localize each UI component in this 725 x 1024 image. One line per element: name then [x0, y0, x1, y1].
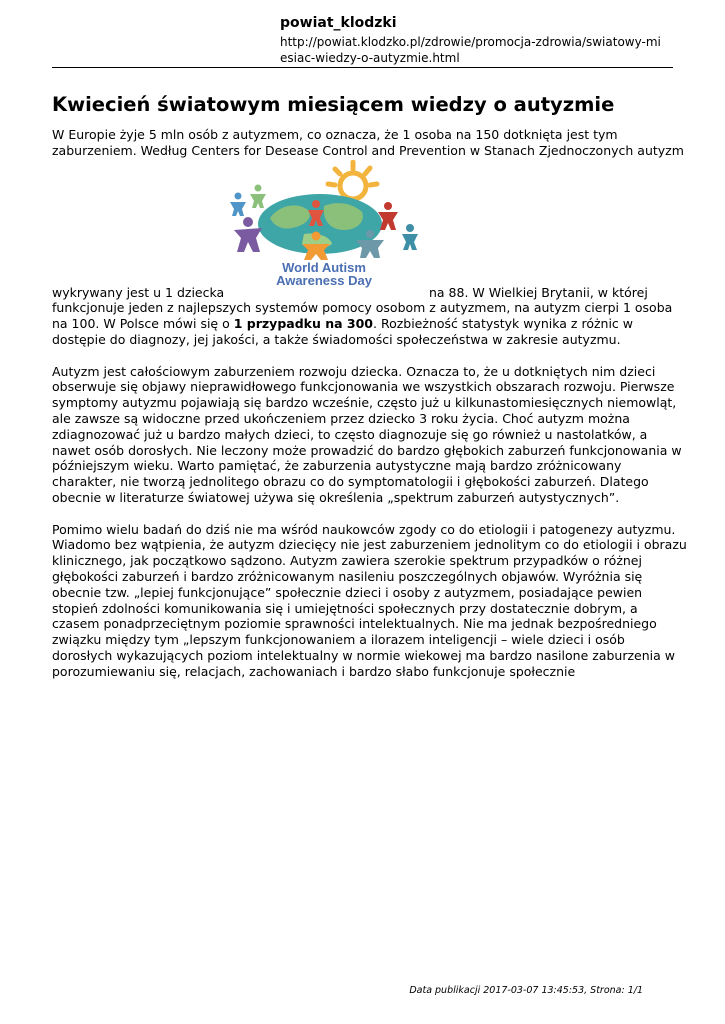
publication-footer: Data publikacji 2017-03-07 13:45:53, Strona: 1/1	[409, 985, 643, 996]
sun-circle	[340, 173, 366, 199]
paragraph-2-line: charakter, nie tworzą jednolitego obrazu co do symptomatologii i głębokości zaburzeń. Dlatego	[52, 474, 649, 490]
paragraph-1-line-left: wykrywany jest u 1 dziecka	[52, 284, 225, 300]
paragraph-3-line: związku między tym „lepszym funkcjonowaniem a ilorazem inteligencji – wiele dzieci i osób	[52, 632, 625, 648]
bold-statistic: 1 przypadku na 300	[233, 316, 373, 332]
sun-icon	[328, 162, 377, 199]
paragraph-3-line: czasem ponadprzeciętnym poziomie sprawności intelektualnych. Nie ma jednak bezpośredniego	[52, 616, 657, 632]
article-title: Kwiecień światowym miesiącem wiedzy o autyzmie	[52, 93, 615, 116]
paragraph-2	[52, 363, 682, 506]
page-header	[280, 14, 680, 66]
paragraph-2-line: obserwuje się objawy nieprawidłowego funkcjonowania we wszystkich obszarach rozwoju. Pierwsze	[52, 379, 675, 395]
header-divider	[52, 67, 673, 68]
logo-text-line-2: Awareness Day	[276, 273, 372, 288]
paragraph-1-line: funkcjonuje jeden z najlepszych systemów pomocy osobom z autyzmem, na autyzm cierpi 1 osoba	[52, 300, 673, 316]
paragraph-2-line: ale zawsze są widoczne przed ukończeniem przez dziecko 3 roku życia. Choć autyzm można	[52, 410, 630, 426]
text-run: na 100. W Polsce mówi się o	[52, 316, 234, 332]
paragraph-2-line: Autyzm jest całościowym zaburzeniem rozwoju dziecka. Oznacza to, że u dotkniętych nim dzieci	[52, 363, 656, 379]
source-url-line-2[interactable]: esiac-wiedzy-o-autyzmie.html	[280, 51, 460, 65]
paragraph-3-line: obecnie tzw. „lepiej funkcjonujące” społecznie dzieci i osoby z autyzmem, posiadające pewien	[52, 584, 643, 600]
source-url-line-1[interactable]: http://powiat.klodzko.pl/zdrowie/promocja-zdrowia/swiatowy-mi	[280, 35, 661, 49]
paragraph-1-line	[52, 316, 677, 332]
paragraph-3-line: głębokości zaburzeń i bardzo zróżnicowanym nasileniu poszczególnych objawów. Wyróżnia się	[52, 568, 643, 584]
logo-text-line-1: World Autism	[282, 260, 366, 275]
paragraph-2-line: nawet osób dorosłych. Nie leczony może prowadzić do bardzo głębokich zaburzeń funkcjonowania w	[52, 442, 682, 458]
paragraph-3-line: stopień zdolności komunikowania się i umiejętności społecznych przy dostatecznie dobrym, a	[52, 600, 638, 616]
paragraph-1-line: zaburzeniem. Według Centers for Desease Control and Prevention w Stanach Zjednoczonych autyzm	[52, 142, 684, 158]
paragraph-3	[52, 521, 687, 680]
world-autism-awareness-day-logo	[220, 160, 430, 288]
paragraph-1-line-right: na 88. W Wielkiej Brytanii, w której	[429, 284, 648, 300]
paragraph-1-line: dostępie do diagnozy, jej jakości, a także świadomości społeczeństwa w zakresie autyzmu.	[52, 331, 621, 347]
paragraph-1-line: W Europie żyje 5 mln osób z autyzmem, co oznacza, że 1 osoba na 150 dotknięta jest tym	[52, 127, 618, 142]
source-url[interactable]	[280, 34, 680, 66]
paragraph-2-line: zdiagnozować już u bardzo małych dzieci, to często diagnozuje się go również u nastolatków, a	[52, 426, 648, 442]
site-name: powiat_klodzki	[280, 15, 397, 31]
paragraph-3-line: Wiadomo bez wątpienia, że autyzm dziecięcy nie jest zaburzeniem jednolitym co do etiologii i obrazu	[52, 537, 687, 553]
text-run: . Rozbieżność statystyk wynika z różnic w	[373, 316, 634, 332]
paragraph-2-line: obecnie w literaturze światowej używa się określenia „spektrum zaburzeń autystycznych”.	[52, 489, 620, 505]
paragraph-3-line: dorosłych wykazujących poziom intelektualny w normie wiekowej ma bardzo nasilone zaburzenia w	[52, 647, 675, 663]
paragraph-2-line: symptomy autyzmu pojawiają się bardzo wcześnie, często już u kilkunastomiesięcznych niemowląt,	[52, 395, 677, 411]
paragraph-2-line: późniejszym wieku. Warto pamiętać, że zaburzenia autystyczne mają bardzo zróżnicowany	[52, 458, 622, 474]
paragraph-3-line: porozumiewaniu się, relacjach, zachowaniach i bardzo słabo funkcjonuje społecznie	[52, 663, 576, 679]
paragraph-3-line: klinicznego, jak początkowo sądzono. Autyzm zawiera szerokie spektrum przypadków o różnej	[52, 553, 642, 569]
paragraph-3-line: Pomimo wielu badań do dziś nie ma wśród naukowców zgody co do etiologii i patogenezy autyzmu.	[52, 521, 676, 537]
